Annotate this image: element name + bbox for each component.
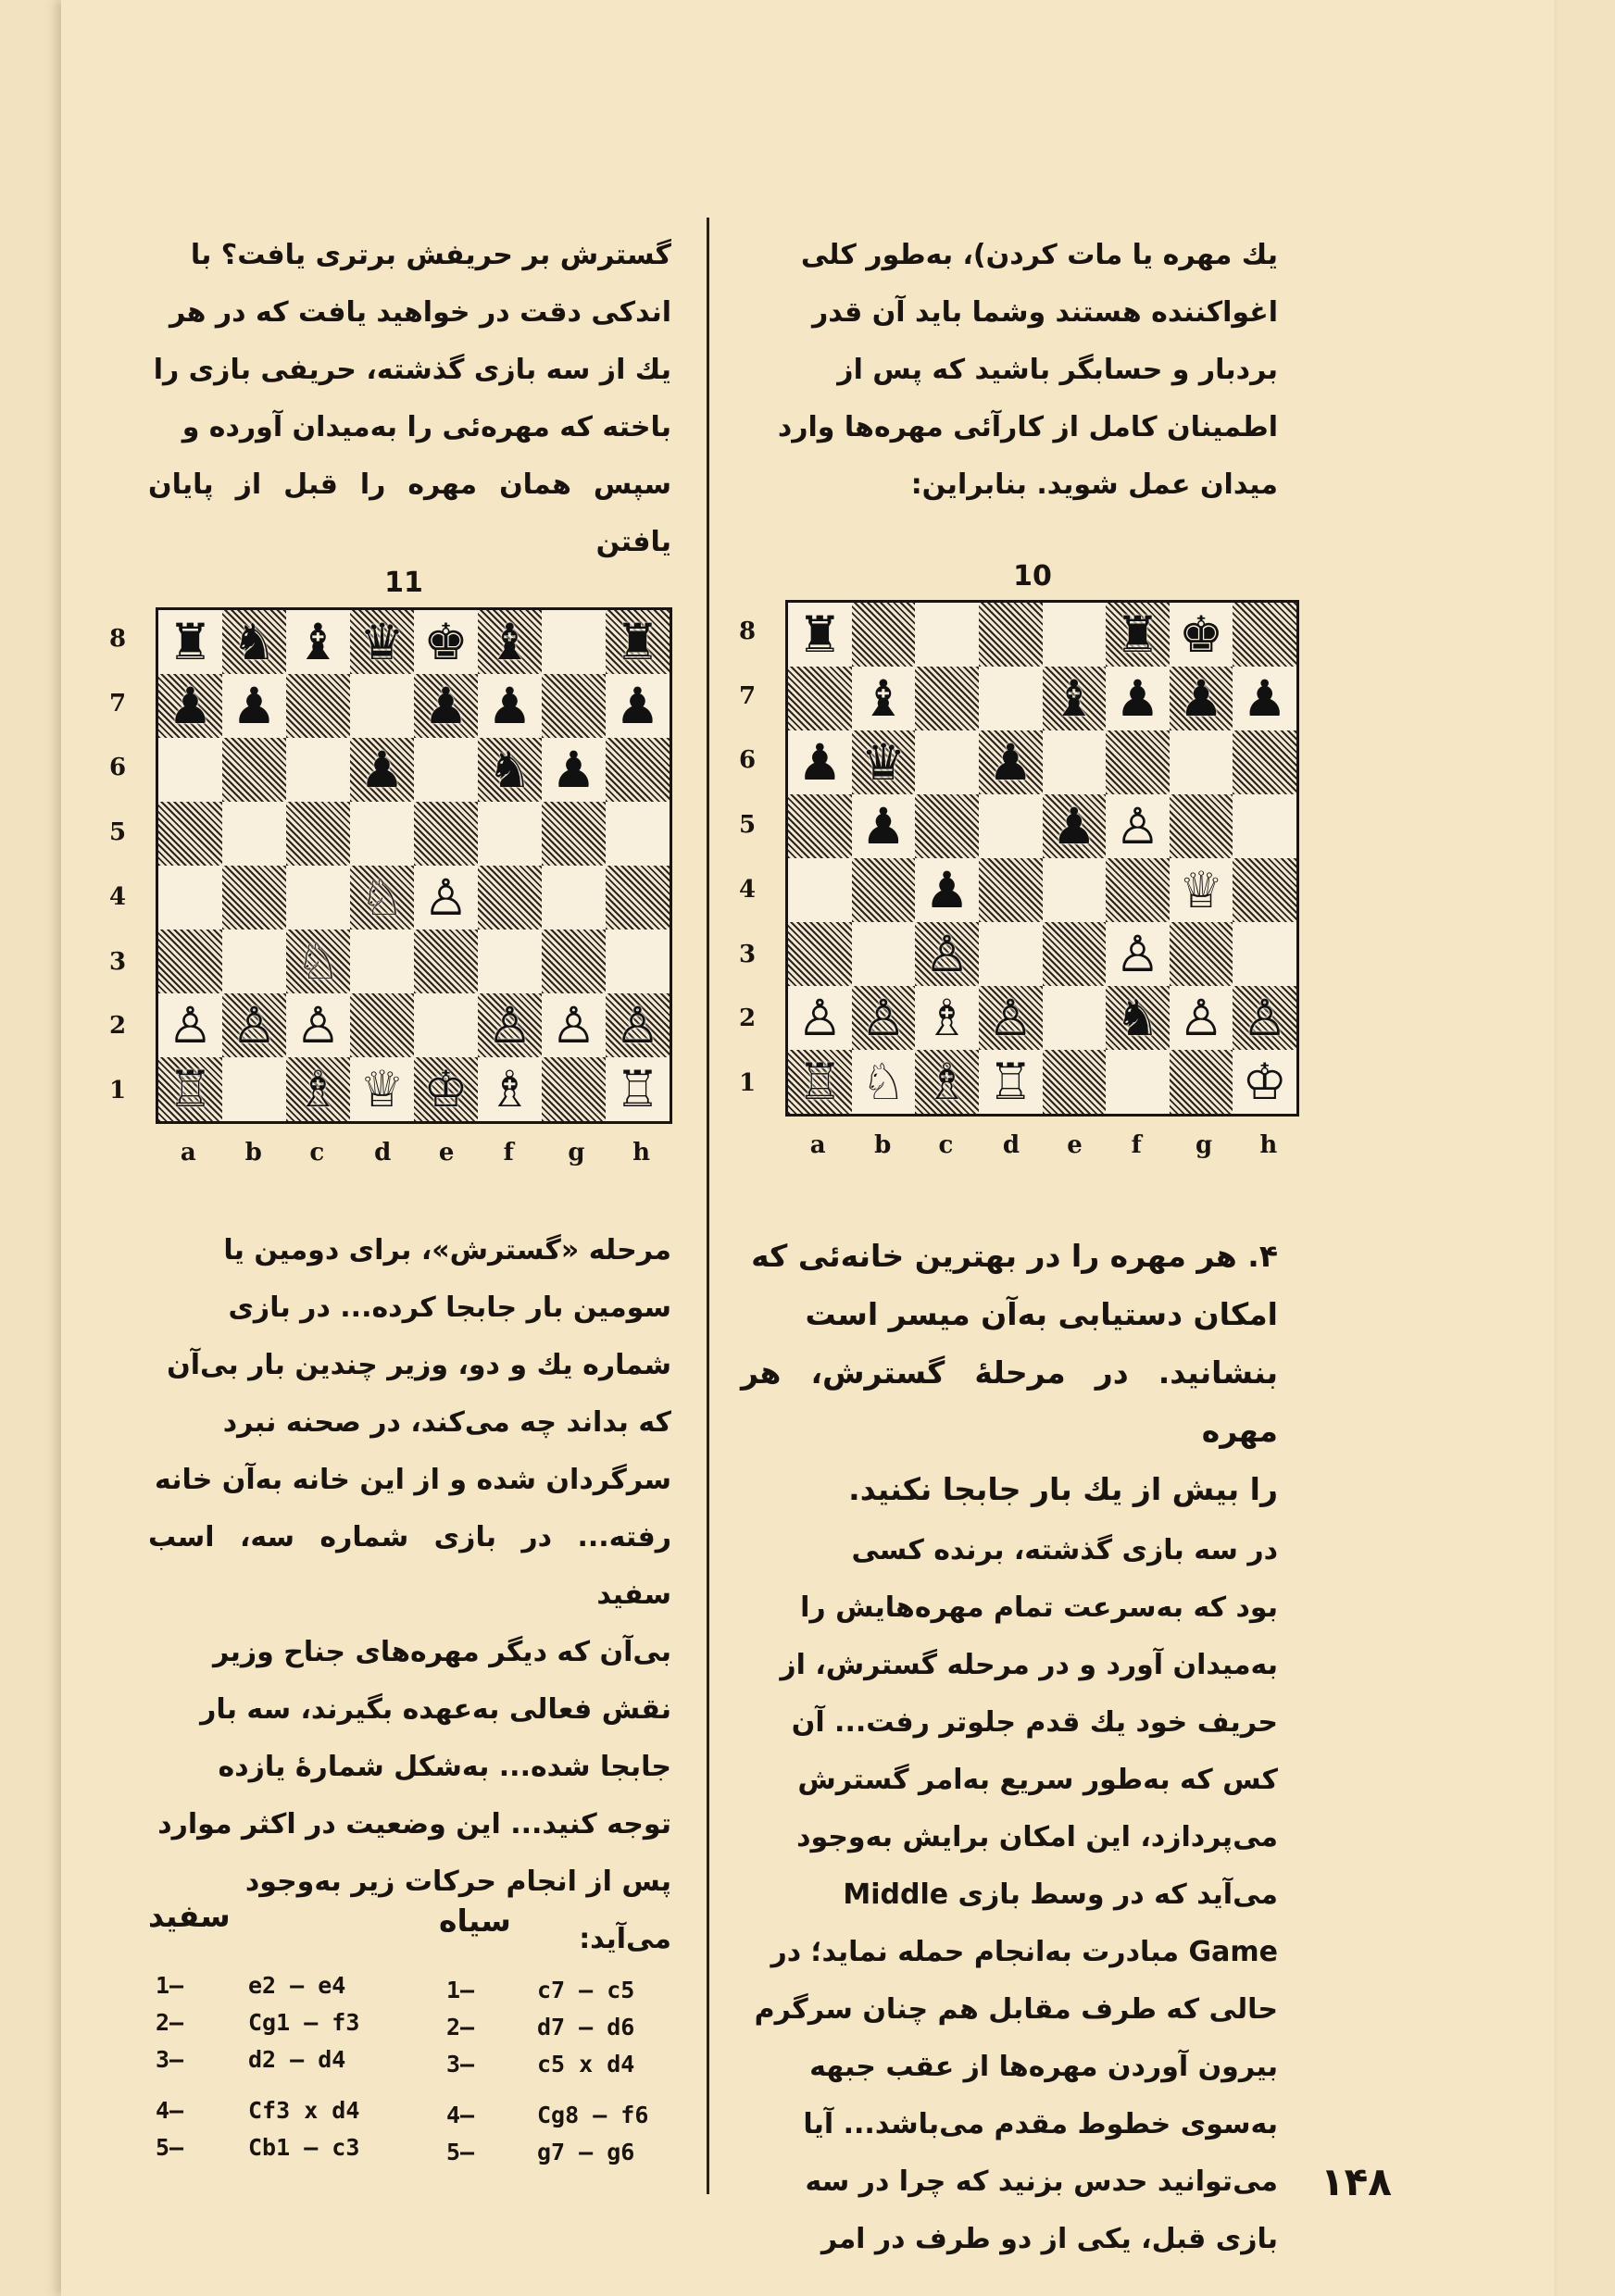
chess-piece: ♗ <box>295 1059 341 1118</box>
chess-piece: ♟ <box>1115 668 1160 728</box>
board-square <box>606 993 670 1057</box>
board-square <box>222 1057 286 1121</box>
board-square <box>979 730 1043 794</box>
board-square <box>158 930 222 993</box>
board-square <box>350 802 414 866</box>
board-square <box>350 738 414 802</box>
left-paragraph-2: مرحله «گسترش»، برای دومین یا سومین بار جابجا کرده... در بازی شماره یك و دو، وزیر چندین بار بی‌آن که بداند چه می‌کند، در صحنه نبرد سرگردان شده و از این خانه به‌آن خانه رفته... در بازی شماره سه، اسب سفید بی‌آن که دیگر مهره‌های جناح وزیر نقش فعالی به‌عهده بگیرند، سه بار جابجا شده... به‌شکل شمارهٔ یازده توجه کنید... این وضعیت در اکثر موارد پس از انجام حرکات زیر به‌وجود می‌آید: <box>148 1234 671 1955</box>
rank-label: 6 <box>739 746 757 775</box>
board-square <box>788 794 852 858</box>
move-number: 3— <box>156 2046 184 2073</box>
left-column-lower <box>148 1222 671 1968</box>
board-square <box>542 802 606 866</box>
board-square <box>1170 922 1233 986</box>
rule-four-paragraph: ۴. هر مهره را در بهترین خانه‌ئی که امکان دستیابی به‌آن میسر است بنشانید. در مرحلهٔ گسترش، هر مهره را بیش از یك بار جابجا نکنید. <box>741 1238 1278 1507</box>
move-notation: d7 — d6 <box>537 2014 635 2040</box>
rank-label: 5 <box>739 811 757 840</box>
board-square <box>478 1057 542 1121</box>
chess-piece: ♟ <box>860 796 907 855</box>
board-square <box>478 802 542 866</box>
move-number: 5— <box>446 2139 475 2165</box>
board-square <box>158 802 222 866</box>
board-square <box>788 667 852 730</box>
board-square <box>1233 603 1296 667</box>
board-square <box>286 993 350 1057</box>
board-square <box>1106 730 1170 794</box>
right-paragraph-1: یك مهره یا مات کردن)، به‌طور کلی اغواکننده هستند وشما باید آن قدر بردبار و حسابگر باشید که پس از اطمینان کامل از کارآئی مهره‌ها وارد میدان عمل شوید. بنابراین: <box>777 239 1278 501</box>
chess-piece: ♘ <box>295 931 341 991</box>
board-square <box>1170 858 1233 922</box>
move-notation: Cb1 — c3 <box>248 2134 360 2161</box>
board-square <box>979 1050 1043 1114</box>
board-square <box>286 802 350 866</box>
chess-piece: ♙ <box>1115 924 1160 983</box>
chess-piece: ♟ <box>1051 796 1097 855</box>
move-number: 2— <box>156 2009 184 2036</box>
board-square <box>915 1050 979 1114</box>
board-square <box>1233 794 1296 858</box>
file-label: b <box>244 1139 262 1167</box>
chess-piece: ♙ <box>487 995 532 1054</box>
chess-piece: ♘ <box>860 1052 907 1111</box>
rank-label: 4 <box>109 882 127 911</box>
board-square <box>158 674 222 738</box>
board-square <box>542 930 606 993</box>
rank-label: 3 <box>739 940 757 968</box>
chess-piece: ♚ <box>423 612 469 671</box>
chess-piece: ♟ <box>987 732 1033 792</box>
page-number: ۱۴۸ <box>1321 2159 1392 2204</box>
board-square <box>1233 730 1296 794</box>
board-square <box>158 993 222 1057</box>
board-square <box>1170 667 1233 730</box>
chess-piece: ♘ <box>359 867 405 927</box>
board-square <box>1043 986 1107 1050</box>
rank-label: 3 <box>109 947 127 976</box>
move-number: 2— <box>446 2014 475 2040</box>
right-column <box>741 227 1278 514</box>
chess-piece: ♟ <box>1242 668 1287 728</box>
board-square <box>852 986 916 1050</box>
board-square <box>1106 858 1170 922</box>
board-square <box>542 1057 606 1121</box>
white-header: سفید <box>148 1898 231 1934</box>
chess-piece: ♙ <box>295 995 341 1054</box>
rank-label: 7 <box>109 689 127 718</box>
board-square <box>1043 922 1107 986</box>
board-square <box>350 610 414 674</box>
chess-piece: ♗ <box>924 988 970 1047</box>
board-square <box>979 667 1043 730</box>
board-square <box>1170 1050 1233 1114</box>
board-square <box>1106 794 1170 858</box>
file-label: e <box>1067 1131 1083 1159</box>
board-square <box>852 922 916 986</box>
rank-label: 2 <box>109 1012 127 1041</box>
board-square <box>158 610 222 674</box>
board-square <box>606 610 670 674</box>
rank-label: 4 <box>739 875 757 904</box>
move-notation: Cg1 — f3 <box>248 2009 360 2036</box>
board-square <box>979 603 1043 667</box>
board-square <box>606 802 670 866</box>
move-notation: g7 — g6 <box>537 2139 635 2165</box>
board-square <box>350 930 414 993</box>
board-square <box>606 1057 670 1121</box>
board-square <box>414 674 478 738</box>
board-square <box>606 930 670 993</box>
chess-piece: ♜ <box>797 605 843 664</box>
board-square <box>788 1050 852 1114</box>
board-square <box>222 610 286 674</box>
chess-piece: ♛ <box>359 612 405 671</box>
board-square <box>414 993 478 1057</box>
board-square <box>222 866 286 930</box>
board-square <box>286 738 350 802</box>
chess-piece: ♟ <box>232 676 277 735</box>
board-square <box>414 1057 478 1121</box>
left-column <box>148 227 671 571</box>
file-label: h <box>632 1139 651 1167</box>
board-square <box>852 730 916 794</box>
board-square <box>1233 858 1296 922</box>
board-square <box>542 674 606 738</box>
board-square <box>852 667 916 730</box>
chess-piece: ♖ <box>168 1059 213 1118</box>
board-square <box>1043 858 1107 922</box>
file-label: h <box>1259 1131 1278 1159</box>
board-square <box>542 993 606 1057</box>
chess-piece: ♟ <box>1178 668 1224 728</box>
chess-board-11 <box>156 607 672 1124</box>
rank-label: 7 <box>739 681 757 710</box>
board-square <box>350 866 414 930</box>
board-square <box>852 794 916 858</box>
board-square <box>350 993 414 1057</box>
chess-piece: ♙ <box>423 867 469 927</box>
board-square <box>1043 667 1107 730</box>
move-notation: d2 — d4 <box>248 2046 346 2073</box>
move-notation: Cf3 x d4 <box>248 2097 360 2124</box>
board-square <box>1233 1050 1296 1114</box>
chess-piece: ♙ <box>1178 988 1224 1047</box>
board-square <box>979 922 1043 986</box>
board-square <box>158 1057 222 1121</box>
board-square <box>222 674 286 738</box>
chess-piece: ♙ <box>987 988 1033 1047</box>
chess-piece: ♖ <box>615 1059 660 1118</box>
board-square <box>1106 922 1170 986</box>
column-divider <box>707 218 709 2194</box>
board-square <box>915 794 979 858</box>
move-number: 1— <box>446 1977 475 2003</box>
board-square <box>350 1057 414 1121</box>
chess-piece: ♙ <box>860 988 907 1047</box>
board-square <box>606 674 670 738</box>
move-notation: Cg8 — f6 <box>537 2102 649 2128</box>
board-square <box>1106 603 1170 667</box>
board-square <box>414 610 478 674</box>
chess-piece: ♗ <box>924 1052 970 1111</box>
board-square <box>915 922 979 986</box>
file-label: a <box>180 1139 196 1167</box>
board-square <box>788 603 852 667</box>
board-square <box>158 738 222 802</box>
rank-label: 1 <box>109 1077 127 1105</box>
file-label: g <box>568 1139 585 1167</box>
file-label: f <box>1131 1131 1142 1159</box>
file-label: c <box>309 1139 325 1167</box>
board-square <box>979 858 1043 922</box>
chess-piece: ♕ <box>359 1059 405 1118</box>
board-square <box>788 730 852 794</box>
board-square <box>542 866 606 930</box>
file-label: e <box>438 1139 455 1167</box>
board-square <box>286 866 350 930</box>
rank-label: 1 <box>739 1069 757 1098</box>
board-square <box>478 866 542 930</box>
rank-label: 2 <box>739 1004 757 1033</box>
board-square <box>1170 986 1233 1050</box>
board-square <box>414 802 478 866</box>
chess-piece: ♔ <box>423 1059 469 1118</box>
chess-piece: ♖ <box>987 1052 1033 1111</box>
rank-label: 6 <box>109 754 127 782</box>
chess-piece: ♙ <box>551 995 596 1054</box>
file-label: d <box>1002 1131 1020 1159</box>
board-square <box>1043 730 1107 794</box>
board-square <box>788 922 852 986</box>
board-square <box>606 866 670 930</box>
black-header: سیاه <box>439 1903 511 1939</box>
chess-piece: ♖ <box>797 1052 843 1111</box>
board-square <box>1170 794 1233 858</box>
file-label: d <box>374 1139 392 1167</box>
board-square <box>915 603 979 667</box>
board-square <box>915 730 979 794</box>
move-number: 5— <box>156 2134 184 2161</box>
chess-piece: ♝ <box>860 668 907 728</box>
board-square <box>1170 730 1233 794</box>
board-square <box>915 986 979 1050</box>
chess-piece: ♚ <box>1178 605 1224 664</box>
chess-piece: ♙ <box>924 924 970 983</box>
board-square <box>222 738 286 802</box>
board-square <box>1106 986 1170 1050</box>
chess-piece: ♟ <box>168 676 213 735</box>
board-square <box>286 610 350 674</box>
board-square <box>286 930 350 993</box>
chess-piece: ♙ <box>615 995 660 1054</box>
right-column-lower <box>741 1227 1278 2268</box>
diagram-number: 10 <box>1013 560 1052 593</box>
chess-piece: ♟ <box>359 740 405 799</box>
board-square <box>286 1057 350 1121</box>
board-square <box>350 674 414 738</box>
board-square <box>1233 986 1296 1050</box>
chess-piece: ♟ <box>797 732 843 792</box>
chess-piece: ♙ <box>232 995 277 1054</box>
board-square <box>979 986 1043 1050</box>
file-label: a <box>809 1131 826 1159</box>
move-number: 4— <box>156 2097 184 2124</box>
chess-piece: ♙ <box>1242 988 1287 1047</box>
board-square <box>1043 603 1107 667</box>
board-square <box>1106 667 1170 730</box>
chess-piece: ♙ <box>168 995 213 1054</box>
board-square <box>1233 922 1296 986</box>
chess-piece: ♗ <box>487 1059 532 1118</box>
left-paragraph-1: گسترش بر حریفش برتری یافت؟ با اندکی دقت در خواهید یافت که در هر یك از سه بازی گذشته، حریفی بازی را باخته که مهره‌ئی را به‌میدان آورده و سپس همان مهره را قبل از پایان یافتن <box>148 239 671 558</box>
file-label: f <box>503 1139 514 1167</box>
board-square <box>1043 1050 1107 1114</box>
board-square <box>478 674 542 738</box>
board-square <box>915 858 979 922</box>
board-square <box>478 610 542 674</box>
board-square <box>414 866 478 930</box>
chess-piece: ♙ <box>1115 796 1160 855</box>
board-square <box>542 610 606 674</box>
file-label: g <box>1195 1131 1213 1159</box>
move-notation: c5 x d4 <box>537 2051 635 2078</box>
board-square <box>1233 667 1296 730</box>
board-square <box>979 794 1043 858</box>
board-square <box>915 667 979 730</box>
chess-piece: ♝ <box>1051 668 1097 728</box>
chess-piece: ♟ <box>423 676 469 735</box>
move-number: 3— <box>446 2051 475 2078</box>
chess-board-10 <box>785 600 1299 1117</box>
move-number: 1— <box>156 1972 184 1999</box>
board-square <box>1106 1050 1170 1114</box>
chess-piece: ♛ <box>860 732 907 792</box>
rank-label: 8 <box>109 624 127 653</box>
board-square <box>414 738 478 802</box>
rank-label: 5 <box>109 818 127 847</box>
chess-piece: ♞ <box>232 612 277 671</box>
board-square <box>852 603 916 667</box>
file-label: c <box>938 1131 954 1159</box>
chess-piece: ♟ <box>615 676 660 735</box>
chess-piece: ♙ <box>797 988 843 1047</box>
board-square <box>852 1050 916 1114</box>
move-number: 4— <box>446 2102 475 2128</box>
board-square <box>542 738 606 802</box>
chess-piece: ♟ <box>924 860 970 919</box>
board-square <box>788 986 852 1050</box>
board-square <box>606 738 670 802</box>
board-square <box>1043 794 1107 858</box>
chess-piece: ♕ <box>1178 860 1224 919</box>
move-notation: e2 — e4 <box>248 1972 346 1999</box>
diagram-number: 11 <box>384 567 423 599</box>
chess-piece: ♝ <box>487 612 532 671</box>
rank-label: 8 <box>739 617 757 645</box>
board-square <box>414 930 478 993</box>
board-square <box>852 858 916 922</box>
board-square <box>788 858 852 922</box>
chess-piece: ♜ <box>615 612 660 671</box>
board-square <box>478 993 542 1057</box>
board-square <box>478 930 542 993</box>
chess-piece: ♟ <box>551 740 596 799</box>
chess-piece: ♞ <box>487 740 532 799</box>
board-square <box>222 993 286 1057</box>
chess-piece: ♝ <box>295 612 341 671</box>
file-label: b <box>874 1131 892 1159</box>
chess-piece: ♜ <box>168 612 213 671</box>
chess-piece: ♜ <box>1115 605 1160 664</box>
board-square <box>158 866 222 930</box>
board-square <box>286 674 350 738</box>
board-square <box>222 930 286 993</box>
chess-piece: ♞ <box>1115 988 1160 1047</box>
board-square <box>478 738 542 802</box>
chess-piece: ♔ <box>1242 1052 1287 1111</box>
board-square <box>222 802 286 866</box>
right-paragraph-3: در سه بازی گذشته، برنده کسی بود که به‌سرعت تمام مهره‌هایش را به‌میدان آورد و در مرحله گسترش، از حریف خود یك قدم جلوتر رفت... آن کس که به‌طور سریع به‌امر گسترش می‌پردازد، این امکان برایش به‌وجود می‌آید که در وسط بازی Middle Game مبادرت به‌انجام حمله نماید؛ در حالی که طرف مقابل هم چنان سرگرم بیرون آوردن مهره‌ها از عقب جبهه به‌سوی خطوط مقدم می‌باشد... آیا می‌توانید حدس بزنید که چرا در سه بازی قبل، یکی از دو طرف در امر <box>754 1534 1278 2255</box>
move-notation: c7 — c5 <box>537 1977 635 2003</box>
board-square <box>1170 603 1233 667</box>
chess-piece: ♟ <box>487 676 532 735</box>
